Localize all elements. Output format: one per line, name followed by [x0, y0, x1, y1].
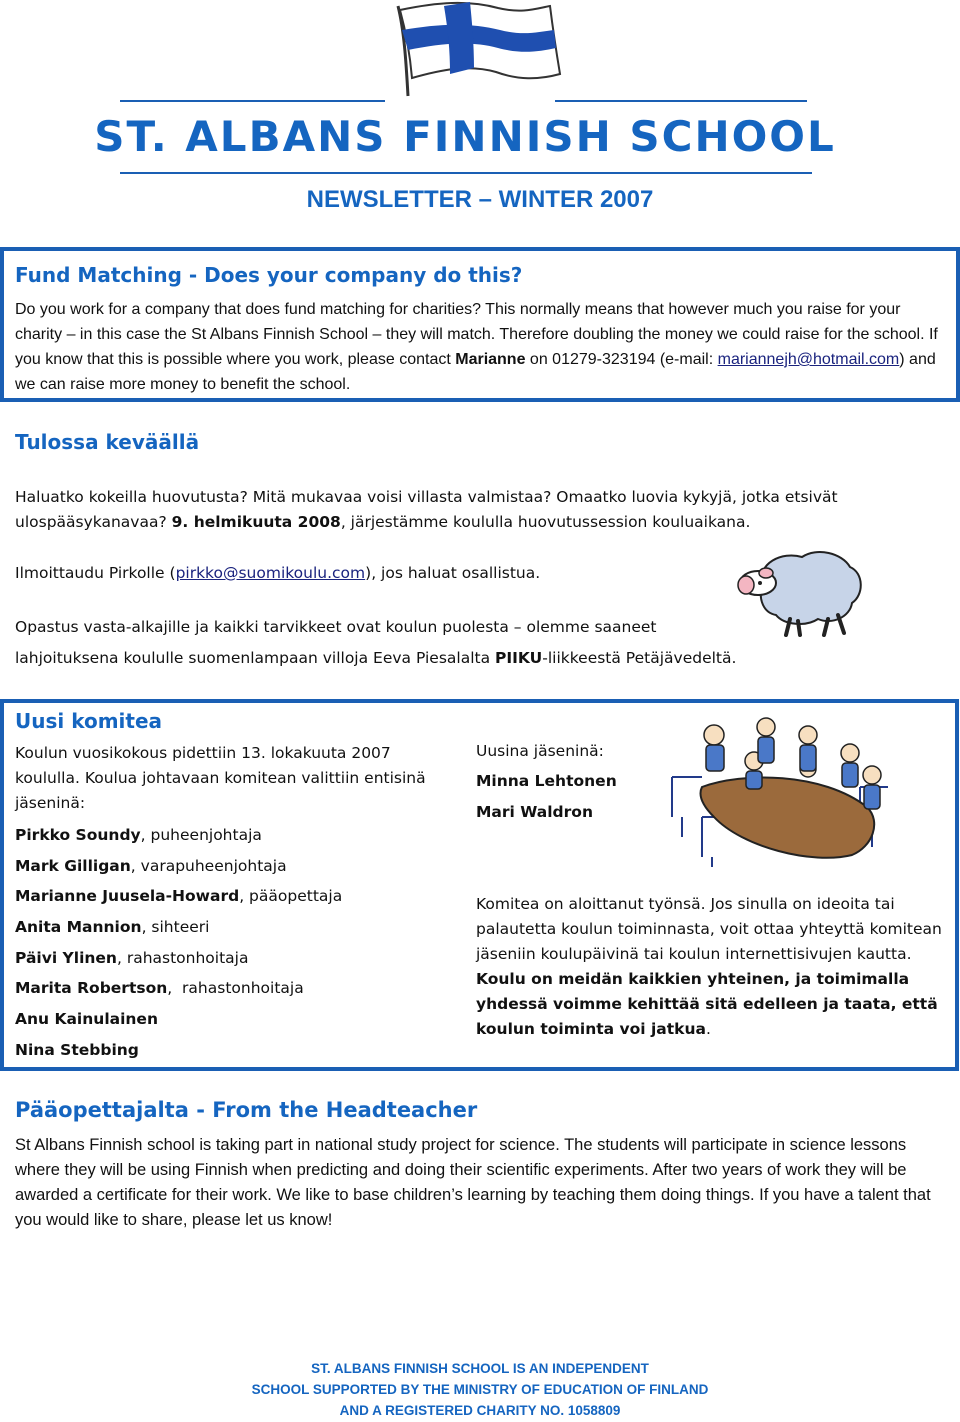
fund-matching-box	[0, 247, 960, 402]
tulossa-p3-end: -liikkeestä Petäjävedeltä.	[542, 649, 737, 667]
member-role: , pääopettaja	[239, 887, 343, 906]
fund-text-part2: on 01279-323194 (e-mail:	[525, 351, 718, 368]
headteacher-heading: Pääopettajalta - From the Headteacher	[15, 1098, 478, 1122]
committee-member-list	[15, 820, 455, 1066]
tulossa-p2-text: Ilmoittaudu Pirkolle (	[15, 564, 176, 582]
committee-closing	[476, 892, 951, 1042]
member-name: Pirkko Soundy	[15, 826, 141, 844]
member-name: Anu Kainulainen	[15, 1010, 158, 1029]
closing-end: .	[705, 1020, 711, 1038]
member-name: Päivi Ylinen	[15, 948, 117, 967]
sheep-icon	[732, 545, 867, 637]
new-member-name: Mari Waldron	[476, 803, 593, 821]
tulossa-p3-text: Opastus vasta-alkajille ja kaikki tarvikkeet ovat koulun puolesta – olemme saaneet lahjoituksena koululle suomenlampaan villoja Eeva Piesalalta	[15, 618, 657, 667]
marianne-email-link[interactable]: mariannejh@hotmail.com	[717, 351, 900, 368]
header-rule-left	[120, 100, 385, 102]
new-members-label: Uusina jäseninä:	[476, 742, 604, 760]
tulossa-paragraph-1	[15, 485, 915, 535]
committee-meeting-icon	[662, 717, 894, 867]
committee-member	[15, 943, 455, 974]
fund-text-part3: ) and we can raise more money to benefit the school.	[15, 351, 936, 393]
newsletter-subtitle: NEWSLETTER – WINTER 2007	[306, 186, 654, 213]
member-role: , sihteeri	[141, 918, 210, 937]
committee-member	[15, 820, 455, 851]
tulossa-p1-text: Haluatko kokeilla huovutusta? Mitä mukavaa voisi villasta valmistaa? Omaatko luovia kykyjä, jotka etsivät ulospääsykanavaa?	[15, 488, 838, 531]
tulossa-paragraph-3	[15, 612, 750, 674]
member-name: Anita Mannion	[15, 918, 142, 937]
member-role: , rahastonhoitaja	[167, 979, 304, 998]
committee-heading: Uusi komitea	[15, 709, 163, 733]
committee-member	[15, 1004, 455, 1035]
fund-text-part1: Do you work for a company that does fund matching for charities? This normally means that however much you raise for your charity – in this case the St Albans Finnish School – they will match. Therefore doubling the money we could raise for the school. If you know that this is possible where you work, please contact	[15, 301, 938, 368]
new-member-name: Minna Lehtonen	[476, 772, 617, 790]
member-role: , puheenjohtaja	[140, 826, 262, 844]
member-role: , rahastonhoitaja	[116, 948, 249, 967]
tulossa-date: 9. helmikuuta 2008	[171, 513, 341, 531]
committee-box	[0, 699, 959, 1071]
committee-member	[15, 1035, 455, 1066]
closing-bold-text: Koulu on meidän kaikkien yhteinen, ja toimimalla yhdessä voimme kehittää sitä edelleen ja taata, että koulun toiminta voi jatkua	[476, 970, 938, 1038]
fund-matching-text	[15, 297, 951, 397]
fund-matching-heading: Fund Matching - Does your company do this?	[15, 263, 523, 287]
closing-text: Komitea on aloittanut työnsä. Jos sinulla on ideoita tai palautetta koulun toiminnasta, voit ottaa yhteyttä komitean jäseniin koulupäivinä tai koulun internettisivujen kautta.	[476, 895, 942, 963]
footer-line-2: SCHOOL SUPPORTED BY THE MINISTRY OF EDUCATION OF FINLAND	[251, 1382, 709, 1397]
tulossa-heading: Tulossa keväällä	[15, 430, 200, 454]
piiku-shop: PIIKU	[495, 649, 543, 667]
committee-member	[15, 973, 455, 1004]
pirkko-email-link[interactable]: pirkko@suomikoulu.com	[175, 564, 366, 582]
school-name-title: ST. ALBANS FINNISH SCHOOL	[94, 112, 836, 161]
committee-member	[15, 851, 455, 882]
tulossa-p1-end: , järjestämme koululla huovutussession kouluaikana.	[340, 513, 751, 531]
member-name: Nina Stebbing	[15, 1040, 139, 1059]
footer-line-3: AND A REGISTERED CHARITY NO. 1058809	[339, 1403, 621, 1418]
tulossa-paragraph-2	[15, 561, 735, 586]
finnish-flag-icon	[378, 0, 568, 108]
committee-member	[15, 912, 455, 943]
member-name: Marita Robertson	[15, 979, 168, 998]
header-rule-right	[555, 100, 807, 102]
member-name: Marianne Juusela-Howard	[15, 887, 240, 906]
committee-intro: Koulun vuosikokous pidettiin 13. lokakuuta 2007 koululla. Koulua johtavaan komitean valittiin entisinä jäseninä:	[15, 744, 426, 812]
member-role: , varapuheenjohtaja	[130, 856, 287, 875]
member-name: Mark Gilligan	[15, 856, 131, 875]
headteacher-text: St Albans Finnish school is taking part in national study project for science. The students will participate in science lessons where they will be using Finnish when predicting and doing their scientific experiments. After two years of work they will be awarded a certificate for their work. We like to base children’s learning by teaching them doing things. If you have a talent that you would like to share, please let us know!	[15, 1136, 931, 1229]
contact-name: Marianne	[455, 351, 526, 368]
header-rule-bottom	[120, 172, 812, 174]
footer-line-1: ST. ALBANS FINNISH SCHOOL IS AN INDEPENDENT	[311, 1361, 649, 1376]
tulossa-p2-end: ), jos haluat osallistua.	[365, 564, 541, 582]
committee-member	[15, 881, 455, 912]
